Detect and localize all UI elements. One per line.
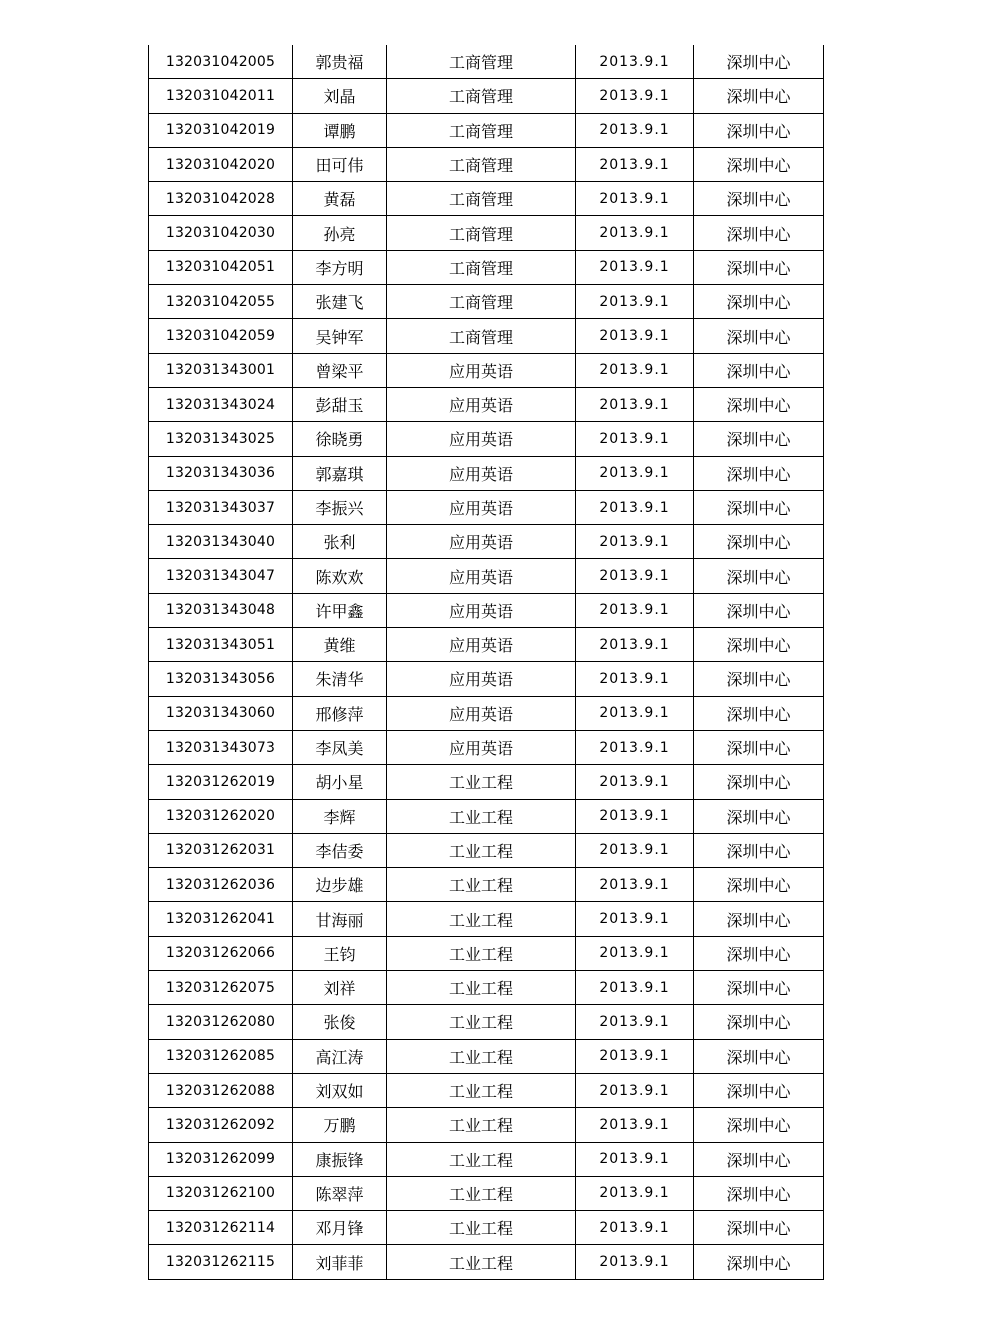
major-cell: 工业工程 [387, 1108, 576, 1142]
enrollment-date-cell: 2013.9.1 [576, 147, 694, 181]
major-cell: 工商管理 [387, 79, 576, 113]
student-name-cell: 王钧 [293, 936, 387, 970]
major-cell: 应用英语 [387, 353, 576, 387]
table-row [149, 868, 824, 902]
enrollment-date-cell: 2013.9.1 [576, 216, 694, 250]
major-cell: 工业工程 [387, 833, 576, 867]
enrollment-date-cell: 2013.9.1 [576, 113, 694, 147]
major-cell: 工商管理 [387, 182, 576, 216]
student-id-cell: 132031042055 [149, 285, 293, 319]
student-name-cell: 刘双如 [293, 1073, 387, 1107]
study-center-cell: 深圳中心 [694, 868, 824, 902]
enrollment-date-cell: 2013.9.1 [576, 868, 694, 902]
major-cell: 工商管理 [387, 113, 576, 147]
study-center-cell: 深圳中心 [694, 216, 824, 250]
student-name-cell: 张俊 [293, 1005, 387, 1039]
study-center-cell: 深圳中心 [694, 353, 824, 387]
study-center-cell: 深圳中心 [694, 1073, 824, 1107]
study-center-cell: 深圳中心 [694, 902, 824, 936]
enrollment-date-cell: 2013.9.1 [576, 833, 694, 867]
table-row [149, 799, 824, 833]
major-cell: 应用英语 [387, 456, 576, 490]
table-row [149, 285, 824, 319]
enrollment-date-cell: 2013.9.1 [576, 1005, 694, 1039]
study-center-cell: 深圳中心 [694, 765, 824, 799]
student-name-cell: 郭嘉琪 [293, 456, 387, 490]
enrollment-date-cell: 2013.9.1 [576, 387, 694, 421]
study-center-cell: 深圳中心 [694, 628, 824, 662]
student-id-cell: 132031042005 [149, 45, 293, 79]
student-name-cell: 张建飞 [293, 285, 387, 319]
study-center-cell: 深圳中心 [694, 79, 824, 113]
table-row [149, 1176, 824, 1210]
table-row [149, 730, 824, 764]
table-row [149, 147, 824, 181]
student-name-cell: 邢修萍 [293, 696, 387, 730]
table-row [149, 1108, 824, 1142]
student-id-cell: 132031343024 [149, 387, 293, 421]
student-name-cell: 徐晓勇 [293, 422, 387, 456]
student-name-cell: 黄维 [293, 628, 387, 662]
enrollment-date-cell: 2013.9.1 [576, 559, 694, 593]
study-center-cell: 深圳中心 [694, 1245, 824, 1279]
enrollment-date-cell: 2013.9.1 [576, 902, 694, 936]
study-center-cell: 深圳中心 [694, 147, 824, 181]
study-center-cell: 深圳中心 [694, 1142, 824, 1176]
table-row [149, 525, 824, 559]
enrollment-date-cell: 2013.9.1 [576, 1142, 694, 1176]
student-name-cell: 陈翠萍 [293, 1176, 387, 1210]
enrollment-date-cell: 2013.9.1 [576, 593, 694, 627]
study-center-cell: 深圳中心 [694, 696, 824, 730]
table-row [149, 1142, 824, 1176]
study-center-cell: 深圳中心 [694, 250, 824, 284]
major-cell: 应用英语 [387, 730, 576, 764]
student-name-cell: 万鹏 [293, 1108, 387, 1142]
table-row [149, 902, 824, 936]
student-name-cell: 陈欢欢 [293, 559, 387, 593]
student-name-cell: 李凤美 [293, 730, 387, 764]
enrollment-date-cell: 2013.9.1 [576, 1108, 694, 1142]
enrollment-date-cell: 2013.9.1 [576, 456, 694, 490]
major-cell: 工业工程 [387, 765, 576, 799]
table-row [149, 422, 824, 456]
enrollment-date-cell: 2013.9.1 [576, 353, 694, 387]
major-cell: 工商管理 [387, 319, 576, 353]
table-row [149, 593, 824, 627]
student-id-cell: 132031343047 [149, 559, 293, 593]
table-row [149, 971, 824, 1005]
student-id-cell: 132031343056 [149, 662, 293, 696]
study-center-cell: 深圳中心 [694, 490, 824, 524]
major-cell: 工业工程 [387, 902, 576, 936]
major-cell: 工业工程 [387, 1142, 576, 1176]
enrollment-date-cell: 2013.9.1 [576, 662, 694, 696]
table-row [149, 628, 824, 662]
enrollment-date-cell: 2013.9.1 [576, 936, 694, 970]
enrollment-date-cell: 2013.9.1 [576, 1176, 694, 1210]
student-name-cell: 李方明 [293, 250, 387, 284]
study-center-cell: 深圳中心 [694, 1005, 824, 1039]
enrollment-date-cell: 2013.9.1 [576, 696, 694, 730]
student-name-cell: 康振锋 [293, 1142, 387, 1176]
student-id-cell: 132031343040 [149, 525, 293, 559]
student-id-cell: 132031262099 [149, 1142, 293, 1176]
student-id-cell: 132031042030 [149, 216, 293, 250]
student-id-cell: 132031343060 [149, 696, 293, 730]
enrollment-date-cell: 2013.9.1 [576, 1245, 694, 1279]
table-row [149, 1039, 824, 1073]
student-name-cell: 李佶委 [293, 833, 387, 867]
table-row [149, 250, 824, 284]
major-cell: 工业工程 [387, 1211, 576, 1245]
study-center-cell: 深圳中心 [694, 525, 824, 559]
student-id-cell: 132031262019 [149, 765, 293, 799]
student-id-cell: 132031042019 [149, 113, 293, 147]
student-name-cell: 高江涛 [293, 1039, 387, 1073]
student-id-cell: 132031343001 [149, 353, 293, 387]
study-center-cell: 深圳中心 [694, 1211, 824, 1245]
major-cell: 工业工程 [387, 799, 576, 833]
study-center-cell: 深圳中心 [694, 319, 824, 353]
student-name-cell: 胡小星 [293, 765, 387, 799]
study-center-cell: 深圳中心 [694, 1108, 824, 1142]
table-row [149, 113, 824, 147]
major-cell: 工业工程 [387, 1005, 576, 1039]
student-name-cell: 甘海丽 [293, 902, 387, 936]
student-id-cell: 132031343073 [149, 730, 293, 764]
enrollment-date-cell: 2013.9.1 [576, 730, 694, 764]
student-id-cell: 132031262020 [149, 799, 293, 833]
table-row [149, 216, 824, 250]
enrollment-date-cell: 2013.9.1 [576, 319, 694, 353]
student-name-cell: 刘祥 [293, 971, 387, 1005]
table-row [149, 490, 824, 524]
student-id-cell: 132031262075 [149, 971, 293, 1005]
study-center-cell: 深圳中心 [694, 387, 824, 421]
table-row [149, 387, 824, 421]
major-cell: 工业工程 [387, 971, 576, 1005]
major-cell: 工商管理 [387, 147, 576, 181]
enrollment-date-cell: 2013.9.1 [576, 628, 694, 662]
table-row [149, 559, 824, 593]
study-center-cell: 深圳中心 [694, 1176, 824, 1210]
study-center-cell: 深圳中心 [694, 730, 824, 764]
study-center-cell: 深圳中心 [694, 285, 824, 319]
enrollment-date-cell: 2013.9.1 [576, 182, 694, 216]
student-name-cell: 刘菲菲 [293, 1245, 387, 1279]
table-row [149, 1211, 824, 1245]
enrollment-date-cell: 2013.9.1 [576, 250, 694, 284]
enrollment-date-cell: 2013.9.1 [576, 971, 694, 1005]
table-row [149, 936, 824, 970]
major-cell: 应用英语 [387, 696, 576, 730]
enrollment-date-cell: 2013.9.1 [576, 765, 694, 799]
table-row [149, 79, 824, 113]
enrollment-date-cell: 2013.9.1 [576, 45, 694, 79]
student-table-body [149, 45, 824, 1279]
student-id-cell: 132031343037 [149, 490, 293, 524]
major-cell: 工业工程 [387, 1176, 576, 1210]
student-id-cell: 132031042011 [149, 79, 293, 113]
study-center-cell: 深圳中心 [694, 799, 824, 833]
student-id-cell: 132031343036 [149, 456, 293, 490]
major-cell: 工商管理 [387, 45, 576, 79]
study-center-cell: 深圳中心 [694, 113, 824, 147]
student-id-cell: 132031343051 [149, 628, 293, 662]
enrollment-date-cell: 2013.9.1 [576, 1039, 694, 1073]
student-id-cell: 132031262085 [149, 1039, 293, 1073]
major-cell: 应用英语 [387, 628, 576, 662]
table-row [149, 1073, 824, 1107]
student-id-cell: 132031042020 [149, 147, 293, 181]
enrollment-date-cell: 2013.9.1 [576, 1211, 694, 1245]
student-id-cell: 132031262092 [149, 1108, 293, 1142]
student-id-cell: 132031262088 [149, 1073, 293, 1107]
student-table [148, 45, 824, 1280]
table-row [149, 662, 824, 696]
study-center-cell: 深圳中心 [694, 662, 824, 696]
student-name-cell: 曾梁平 [293, 353, 387, 387]
enrollment-date-cell: 2013.9.1 [576, 525, 694, 559]
student-id-cell: 132031262114 [149, 1211, 293, 1245]
student-id-cell: 132031343048 [149, 593, 293, 627]
major-cell: 应用英语 [387, 662, 576, 696]
student-name-cell: 边步雄 [293, 868, 387, 902]
enrollment-date-cell: 2013.9.1 [576, 1073, 694, 1107]
study-center-cell: 深圳中心 [694, 833, 824, 867]
major-cell: 应用英语 [387, 593, 576, 627]
student-name-cell: 孙亮 [293, 216, 387, 250]
study-center-cell: 深圳中心 [694, 593, 824, 627]
major-cell: 工商管理 [387, 285, 576, 319]
table-row [149, 1245, 824, 1279]
student-name-cell: 黄磊 [293, 182, 387, 216]
major-cell: 工业工程 [387, 936, 576, 970]
table-row [149, 833, 824, 867]
study-center-cell: 深圳中心 [694, 936, 824, 970]
table-row [149, 319, 824, 353]
table-row [149, 696, 824, 730]
student-id-cell: 132031262100 [149, 1176, 293, 1210]
table-row [149, 1005, 824, 1039]
student-id-cell: 132031262080 [149, 1005, 293, 1039]
major-cell: 工商管理 [387, 216, 576, 250]
study-center-cell: 深圳中心 [694, 456, 824, 490]
enrollment-date-cell: 2013.9.1 [576, 285, 694, 319]
student-name-cell: 张利 [293, 525, 387, 559]
student-name-cell: 吴钟军 [293, 319, 387, 353]
table-row [149, 353, 824, 387]
major-cell: 工业工程 [387, 1039, 576, 1073]
student-id-cell: 132031262036 [149, 868, 293, 902]
major-cell: 应用英语 [387, 525, 576, 559]
student-name-cell: 李辉 [293, 799, 387, 833]
student-name-cell: 邓月锋 [293, 1211, 387, 1245]
table-row [149, 765, 824, 799]
student-id-cell: 132031262031 [149, 833, 293, 867]
major-cell: 工业工程 [387, 1073, 576, 1107]
student-name-cell: 郭贵福 [293, 45, 387, 79]
enrollment-date-cell: 2013.9.1 [576, 422, 694, 456]
table-row [149, 182, 824, 216]
major-cell: 工业工程 [387, 1245, 576, 1279]
enrollment-date-cell: 2013.9.1 [576, 79, 694, 113]
student-name-cell: 谭鹏 [293, 113, 387, 147]
study-center-cell: 深圳中心 [694, 1039, 824, 1073]
student-id-cell: 132031042059 [149, 319, 293, 353]
major-cell: 工商管理 [387, 250, 576, 284]
study-center-cell: 深圳中心 [694, 45, 824, 79]
student-name-cell: 刘晶 [293, 79, 387, 113]
study-center-cell: 深圳中心 [694, 422, 824, 456]
major-cell: 应用英语 [387, 559, 576, 593]
table-row [149, 456, 824, 490]
student-name-cell: 朱清华 [293, 662, 387, 696]
student-id-cell: 132031042051 [149, 250, 293, 284]
student-name-cell: 许甲鑫 [293, 593, 387, 627]
student-name-cell: 彭甜玉 [293, 387, 387, 421]
student-id-cell: 132031262115 [149, 1245, 293, 1279]
major-cell: 应用英语 [387, 490, 576, 524]
table-row [149, 45, 824, 79]
major-cell: 工业工程 [387, 868, 576, 902]
student-name-cell: 田可伟 [293, 147, 387, 181]
enrollment-date-cell: 2013.9.1 [576, 799, 694, 833]
student-id-cell: 132031262066 [149, 936, 293, 970]
study-center-cell: 深圳中心 [694, 971, 824, 1005]
study-center-cell: 深圳中心 [694, 559, 824, 593]
student-id-cell: 132031262041 [149, 902, 293, 936]
student-id-cell: 132031343025 [149, 422, 293, 456]
major-cell: 应用英语 [387, 387, 576, 421]
student-id-cell: 132031042028 [149, 182, 293, 216]
major-cell: 应用英语 [387, 422, 576, 456]
enrollment-date-cell: 2013.9.1 [576, 490, 694, 524]
study-center-cell: 深圳中心 [694, 182, 824, 216]
student-name-cell: 李振兴 [293, 490, 387, 524]
